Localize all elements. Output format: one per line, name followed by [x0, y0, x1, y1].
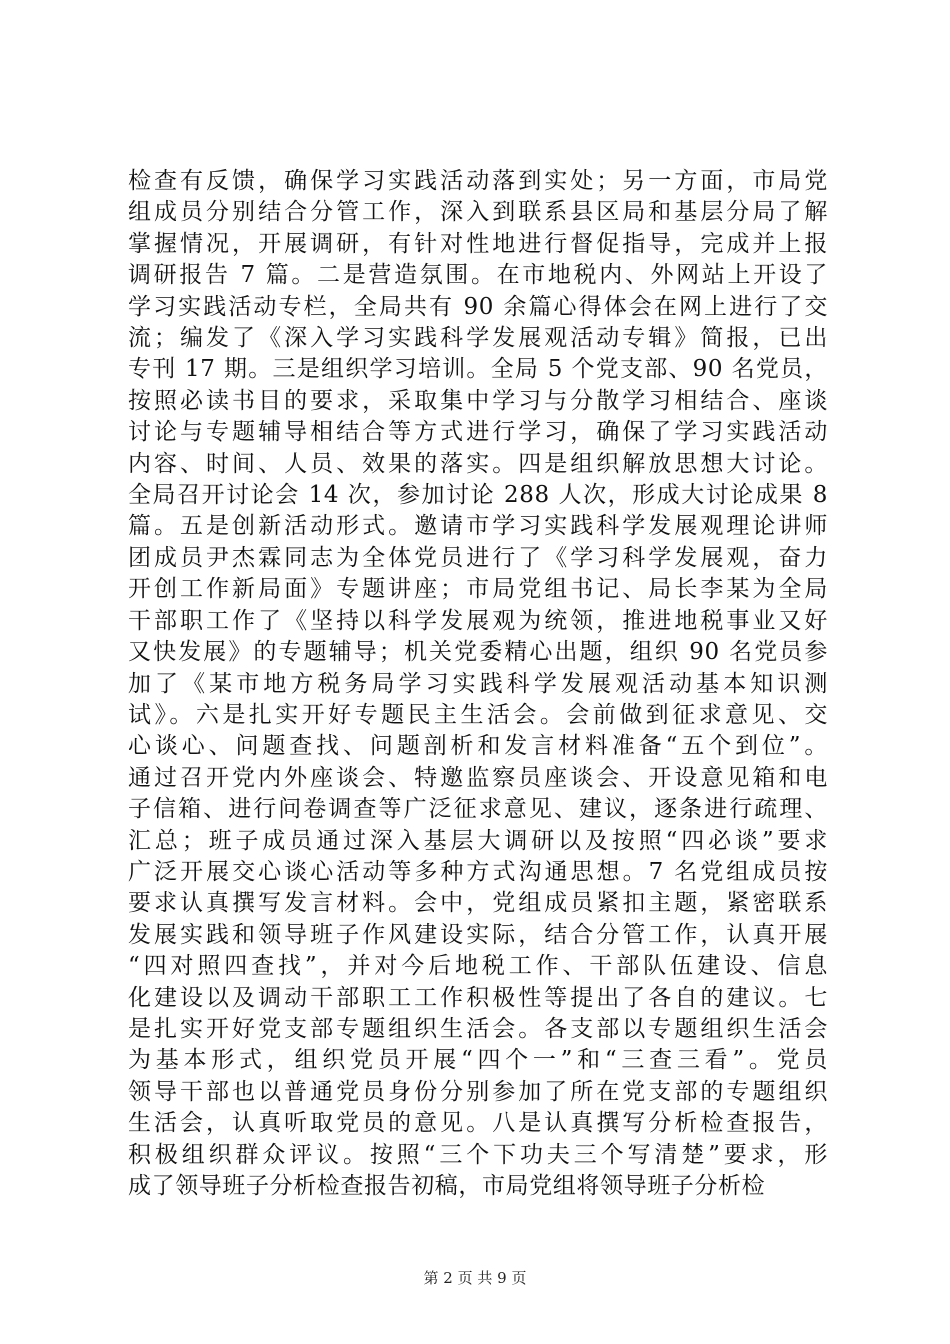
text-line: 组成员分别结合分管工作，深入到联系县区局和基层分局了解	[128, 199, 828, 226]
text-line: 调研报告 7 篇。二是营造氛围。在市地税内、外网站上开设了	[128, 262, 828, 289]
text-line: 发展实践和领导班子作风建设实际，结合分管工作，认真开展	[128, 921, 828, 948]
text-line: 广泛开展交心谈心活动等多种方式沟通思想。7 名党组成员按	[128, 858, 828, 885]
text-line: 要求认真撰写发言材料。会中，党组成员紧扣主题，紧密联系	[128, 890, 828, 917]
text-line: 检查有反馈，确保学习实践活动落到实处；另一方面，市局党	[128, 168, 828, 194]
text-line: 化建设以及调动干部职工工作积极性等提出了各自的建议。七	[128, 984, 828, 1011]
text-line: 团成员尹杰霖同志为全体党员进行了《学习科学发展观，奋力	[128, 544, 828, 571]
body-paragraph	[128, 166, 828, 1202]
text-line: 开创工作新局面》专题讲座；市局党组书记、局长李某为全局	[128, 576, 828, 603]
page-number-footer: 第 2 页 共 9 页	[423, 1269, 527, 1287]
text-line: 加了《某市地方税务局学习实践科学发展观活动基本知识测	[128, 670, 828, 697]
text-line: 积极组织群众评议。按照“三个下功夫三个写清楚”要求，形	[128, 1141, 828, 1168]
text-line: 掌握情况，开展调研，有针对性地进行督促指导，完成并上报	[128, 230, 828, 257]
text-line: 按照必读书目的要求，采取集中学习与分散学习相结合、座谈	[128, 387, 828, 414]
text-line: 干部职工作了《坚持以科学发展观为统领，推进地税事业又好	[128, 607, 828, 634]
text-line: 生活会，认真听取党员的意见。八是认真撰写分析检查报告，	[128, 1110, 828, 1137]
text-line: 成了领导班子分析检查报告初稿，市局党组将领导班子分析检	[128, 1173, 766, 1199]
text-line: 内容、时间、人员、效果的落实。四是组织解放思想大讨论。	[128, 450, 828, 477]
text-line: 又快发展》的专题辅导；机关党委精心出题，组织 90 名党员参	[128, 639, 828, 666]
text-line: 为基本形式，组织党员开展“四个一”和“三查三看”。党员	[128, 1047, 828, 1074]
text-line: 篇。五是创新活动形式。邀请市学习实践科学发展观理论讲师	[128, 513, 828, 540]
text-line: 汇总；班子成员通过深入基层大调研以及按照“四必谈”要求	[128, 827, 828, 854]
text-line: 是扎实开好党支部专题组织生活会。各支部以专题组织生活会	[128, 1015, 828, 1042]
text-line: 讨论与专题辅导相结合等方式进行学习，确保了学习实践活动	[128, 419, 828, 446]
text-line: “四对照四查找”，并对今后地税工作、干部队伍建设、信息	[128, 953, 828, 980]
text-line: 全局召开讨论会 14 次，参加讨论 288 人次，形成大讨论成果 8	[128, 482, 828, 509]
text-line: 通过召开党内外座谈会、特邀监察员座谈会、开设意见箱和电	[128, 764, 828, 791]
text-line: 流；编发了《深入学习实践科学发展观活动专辑》简报，已出	[128, 325, 828, 352]
text-line: 心谈心、问题查找、问题剖析和发言材料准备“五个到位”。	[128, 733, 828, 760]
text-line: 学习实践活动专栏，全局共有 90 余篇心得体会在网上进行了交	[128, 293, 828, 320]
text-line: 试》。六是扎实开好专题民主生活会。会前做到征求意见、交	[128, 701, 828, 728]
text-line: 子信箱、进行问卷调查等广泛征求意见、建议，逐条进行疏理、	[128, 796, 828, 823]
text-line: 领导干部也以普通党员身份分别参加了所在党支部的专题组织	[128, 1078, 828, 1105]
text-line: 专刊 17 期。三是组织学习培训。全局 5 个党支部、90 名党员，	[128, 356, 828, 383]
